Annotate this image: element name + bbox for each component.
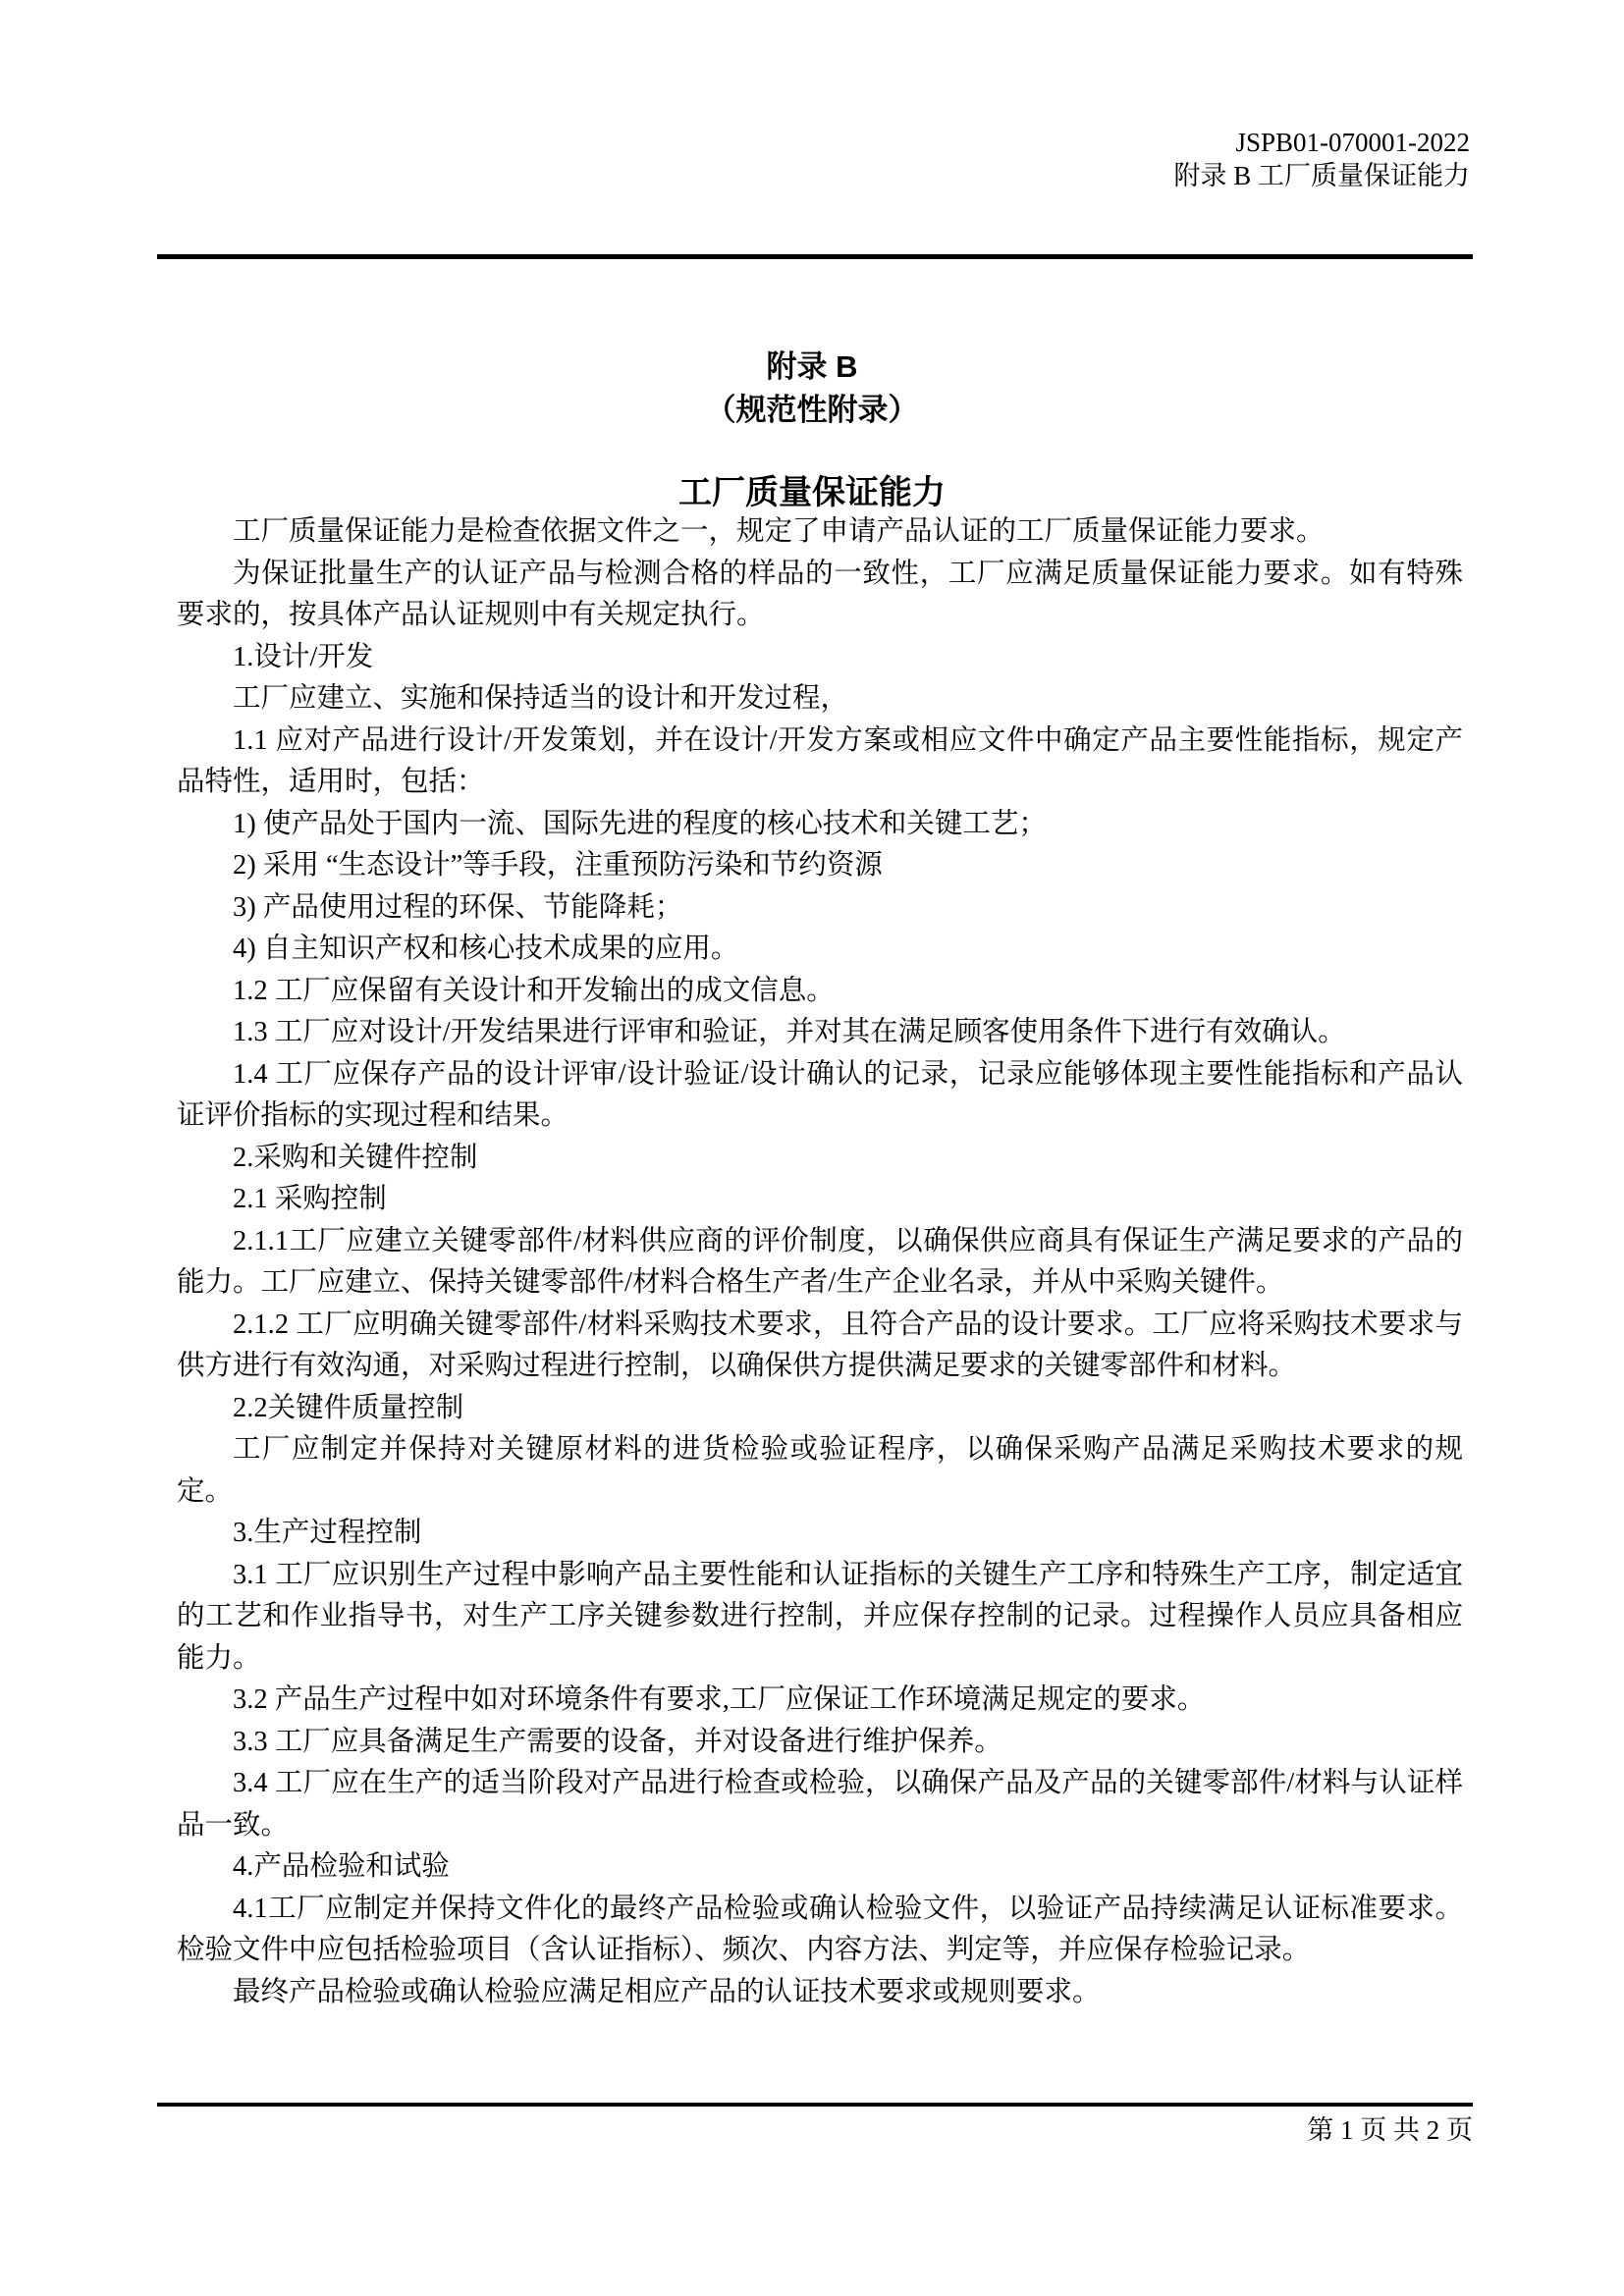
header-rule [157, 254, 1473, 259]
appendix-title: 附录 B [766, 349, 858, 384]
clause-1-4: 1.4 工厂应保存产品的设计评审/设计验证/设计确认的记录，记录应能够体现主要性能指标和产品认证评价指标的实现过程和结果。 [177, 1058, 1463, 1131]
clause-4-heading: 4.产品检验和试验 [233, 1851, 450, 1882]
clause-1-3: 1.3 工厂应对设计/开发结果进行评审和验证，并对其在满足顾客使用条件下进行有效确认。 [233, 1017, 1346, 1047]
clause-2-heading: 2.采购和关键件控制 [233, 1142, 478, 1173]
doc-number: JSPB01-070001-2022 [1235, 128, 1470, 157]
page-header [1173, 126, 1470, 192]
clause-2-2-heading: 2.2关键件质量控制 [233, 1392, 464, 1423]
footer-rule [157, 2103, 1473, 2107]
page-number: 第 1 页 共 2 页 [1307, 2115, 1473, 2145]
clause-2-1-heading: 2.1 采购控制 [233, 1184, 387, 1214]
clause-3-1: 3.1 工厂应识别生产过程中影响产品主要性能和认证指标的关键生产工序和特殊生产工序，制定适宜的工艺和作业指导书，对生产工序关键参数进行控制，并应保存控制的记录。过程操作人员应具备相应能力。 [177, 1559, 1463, 1674]
clause-3-2: 3.2 产品生产过程中如对环境条件有要求,工厂应保证工作环境满足规定的要求。 [233, 1684, 1206, 1715]
clause-1-heading: 1.设计/开发 [233, 641, 374, 672]
doc-subtitle: 附录 B 工厂质量保证能力 [1173, 161, 1470, 190]
intro-paragraph-1: 工厂质量保证能力是检查依据文件之一，规定了申请产品认证的工厂质量保证能力要求。 [233, 516, 1325, 547]
clause-4-1: 4.1工厂应制定并保持文件化的最终产品检验或确认检验文件，以验证产品持续满足认证标准要求。检验文件中应包括检验项目（含认证指标）、频次、内容方法、判定等，并应保存检验记录。 [177, 1893, 1463, 1965]
list-item-4: 4) 自主知识产权和核心技术成果的应用。 [233, 934, 739, 964]
document-title: 工厂质量保证能力 [678, 474, 946, 511]
clause-1-1: 1.1 应对产品进行设计/开发策划，并在设计/开发方案或相应文件中确定产品主要性能指标，规定产品特性，适用时，包括： [177, 724, 1463, 797]
clause-3-heading: 3.生产过程控制 [233, 1518, 422, 1548]
list-item-1: 1) 使产品处于国内一流、国际先进的程度的核心技术和关键工艺； [233, 808, 1047, 839]
clause-3-4: 3.4 工厂应在生产的适当阶段对产品进行检查或检验，以确保产品及产品的关键零部件/材料与认证样品一致。 [177, 1768, 1463, 1841]
appendix-subtitle: （规范性附录） [705, 393, 919, 427]
clause-2-1-2: 2.1.2 工厂应明确关键零部件/材料采购技术要求，且符合产品的设计要求。工厂应将采购技术要求与供方进行有效沟通，对采购过程进行控制，以确保供方提供满足要求的关键零部件和材料。 [177, 1308, 1463, 1381]
clause-2-2-body: 工厂应制定并保持对关键原材料的进货检验或验证程序，以确保采购产品满足采购技术要求的规定。 [177, 1434, 1463, 1507]
document-body [177, 511, 1463, 2013]
clause-1-2: 1.2 工厂应保留有关设计和开发输出的成文信息。 [233, 975, 835, 1006]
clause-2-1-1: 2.1.1工厂应建立关键零部件/材料供应商的评价制度，以确保供应商具有保证生产满足要求的产品的能力。工厂应建立、保持关键零部件/材料合格生产者/生产企业名录，并从中采购关键件。 [177, 1225, 1463, 1298]
intro-paragraph-2: 为保证批量生产的认证产品与检测合格的样品的一致性，工厂应满足质量保证能力要求。如有特殊要求的，按具体产品认证规则中有关规定执行。 [177, 558, 1463, 630]
clause-1-intro: 工厂应建立、实施和保持适当的设计和开发过程， [233, 683, 849, 714]
title-block [0, 346, 1624, 514]
page-footer [1307, 2112, 1473, 2148]
list-item-2: 2) 采用 “生态设计”等手段，注重预防污染和节约资源 [233, 850, 883, 881]
list-item-3: 3) 产品使用过程的环保、节能降耗； [233, 891, 683, 923]
clause-3-3: 3.3 工厂应具备满足生产需要的设备，并对设备进行维护保养。 [233, 1726, 1002, 1757]
clause-4-1-continued: 最终产品检验或确认检验应满足相应产品的认证技术要求或规则要求。 [233, 1976, 1101, 2007]
